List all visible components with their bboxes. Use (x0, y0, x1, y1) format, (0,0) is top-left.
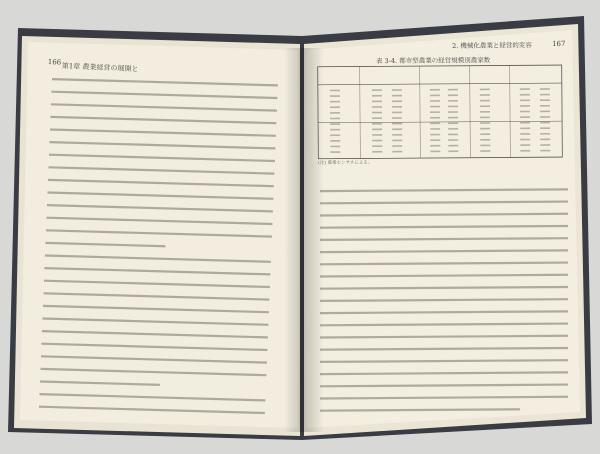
table-cell-figure (372, 134, 382, 136)
table-cell-figure (392, 106, 402, 108)
right-running-head: 2. 機械化農業と経営的変容 (452, 41, 532, 50)
table-cell-figure (392, 151, 402, 153)
table-cell-figure (372, 123, 382, 125)
table-cell-figure (520, 105, 530, 107)
table-cell-figure (480, 122, 490, 124)
table-cell-figure (372, 129, 382, 131)
table-cell-figure (330, 151, 340, 153)
table-cell-figure (480, 117, 490, 119)
table-cell-figure (540, 88, 550, 90)
table-cell-figure (520, 150, 530, 152)
table-cell-figure (480, 100, 490, 102)
table-cell-figure (392, 123, 402, 125)
table-cell-figure (540, 116, 550, 118)
table-cell-figure (430, 100, 440, 102)
table-cell-figure (448, 139, 458, 141)
table-cell-figure (330, 129, 340, 131)
table-cell-figure (372, 145, 382, 147)
table-cell-figure (520, 116, 530, 118)
table-cell-figure (448, 117, 458, 119)
table-cell-figure (392, 112, 402, 114)
table-cell-figure (372, 106, 382, 108)
table-cell-figure (540, 150, 550, 152)
right-page-number: 167 (552, 39, 566, 48)
table-cell-figure (330, 95, 340, 97)
table-cell-figure (448, 111, 458, 113)
table-cell-figure (430, 123, 440, 125)
table-cell-figure (330, 123, 340, 125)
table-cell-figure (430, 117, 440, 119)
table-cell-figure (448, 145, 458, 147)
table-cell-figure (448, 134, 458, 136)
table-cell-figure (392, 134, 402, 136)
table-cell-figure (480, 111, 490, 113)
table-cell-figure (448, 94, 458, 96)
table-cell-figure (330, 134, 340, 136)
table-cell-figure (372, 89, 382, 91)
table-cell-figure (520, 139, 530, 141)
left-running-head: 第1章 農業経営の展開と (61, 61, 139, 74)
table-cell-figure (372, 117, 382, 119)
table-cell-figure (330, 118, 340, 120)
table-cell-figure (540, 127, 550, 129)
table-cell-figure (430, 139, 440, 141)
table-note: (注) 農業センサスによる。 (318, 160, 373, 166)
table-cell-figure (430, 151, 440, 153)
table-cell-figure (392, 117, 402, 119)
table-title: 表 3-4. 都市型農業の経営規模別農家数 (376, 56, 491, 65)
table-cell-figure (540, 133, 550, 135)
table-cell-figure (448, 89, 458, 91)
table-cell-figure (430, 145, 440, 147)
table-cell-figure (480, 94, 490, 96)
table-cell-figure (520, 133, 530, 135)
table-cell-figure (540, 94, 550, 96)
table-cell-figure (392, 89, 402, 91)
table-cell-figure (480, 139, 490, 141)
table-cell-figure (430, 89, 440, 91)
table-cell-figure (448, 122, 458, 124)
table-cell-figure (480, 128, 490, 130)
table-cell-figure (520, 100, 530, 102)
table-cell-figure (430, 111, 440, 113)
table-cell-figure (372, 112, 382, 114)
right-page (305, 30, 580, 428)
table-cell-figure (372, 140, 382, 142)
table-cell-figure (330, 112, 340, 114)
table-cell-figure (392, 140, 402, 142)
table-cell-figure (392, 100, 402, 102)
table-cell-figure (540, 144, 550, 146)
table-cell-figure (330, 106, 340, 108)
left-page-number: 166 (47, 58, 62, 67)
table-cell-figure (448, 100, 458, 102)
table-cell-figure (520, 88, 530, 90)
table-cell-figure (540, 105, 550, 107)
table-cell-figure (392, 145, 402, 147)
table-cell-figure (480, 105, 490, 107)
table-cell-figure (392, 95, 402, 97)
table-cell-figure (520, 111, 530, 113)
table-cell-figure (392, 128, 402, 130)
table-cell-figure (540, 99, 550, 101)
table-cell-figure (330, 146, 340, 148)
table-cell-figure (330, 101, 340, 103)
table-cell-figure (330, 90, 340, 92)
table-cell-figure (448, 128, 458, 130)
table-cell-figure (430, 106, 440, 108)
table-cell-figure (520, 122, 530, 124)
table-cell-figure (520, 128, 530, 130)
table-cell-figure (480, 89, 490, 91)
table-cell-figure (540, 122, 550, 124)
table-cell-figure (372, 95, 382, 97)
table-cell-figure (330, 140, 340, 142)
table-cell-figure (430, 134, 440, 136)
table-cell-figure (430, 128, 440, 130)
table-cell-figure (372, 101, 382, 103)
table-cell-figure (540, 111, 550, 113)
table-cell-figure (480, 145, 490, 147)
table-cell-figure (520, 144, 530, 146)
table-cell-figure (540, 139, 550, 141)
table-cell-figure (480, 133, 490, 135)
table-cell-figure (448, 106, 458, 108)
table-cell-figure (372, 151, 382, 153)
table-cell-figure (430, 95, 440, 97)
table-cell-figure (480, 150, 490, 152)
table-cell-figure (520, 94, 530, 96)
table-cell-figure (448, 150, 458, 152)
